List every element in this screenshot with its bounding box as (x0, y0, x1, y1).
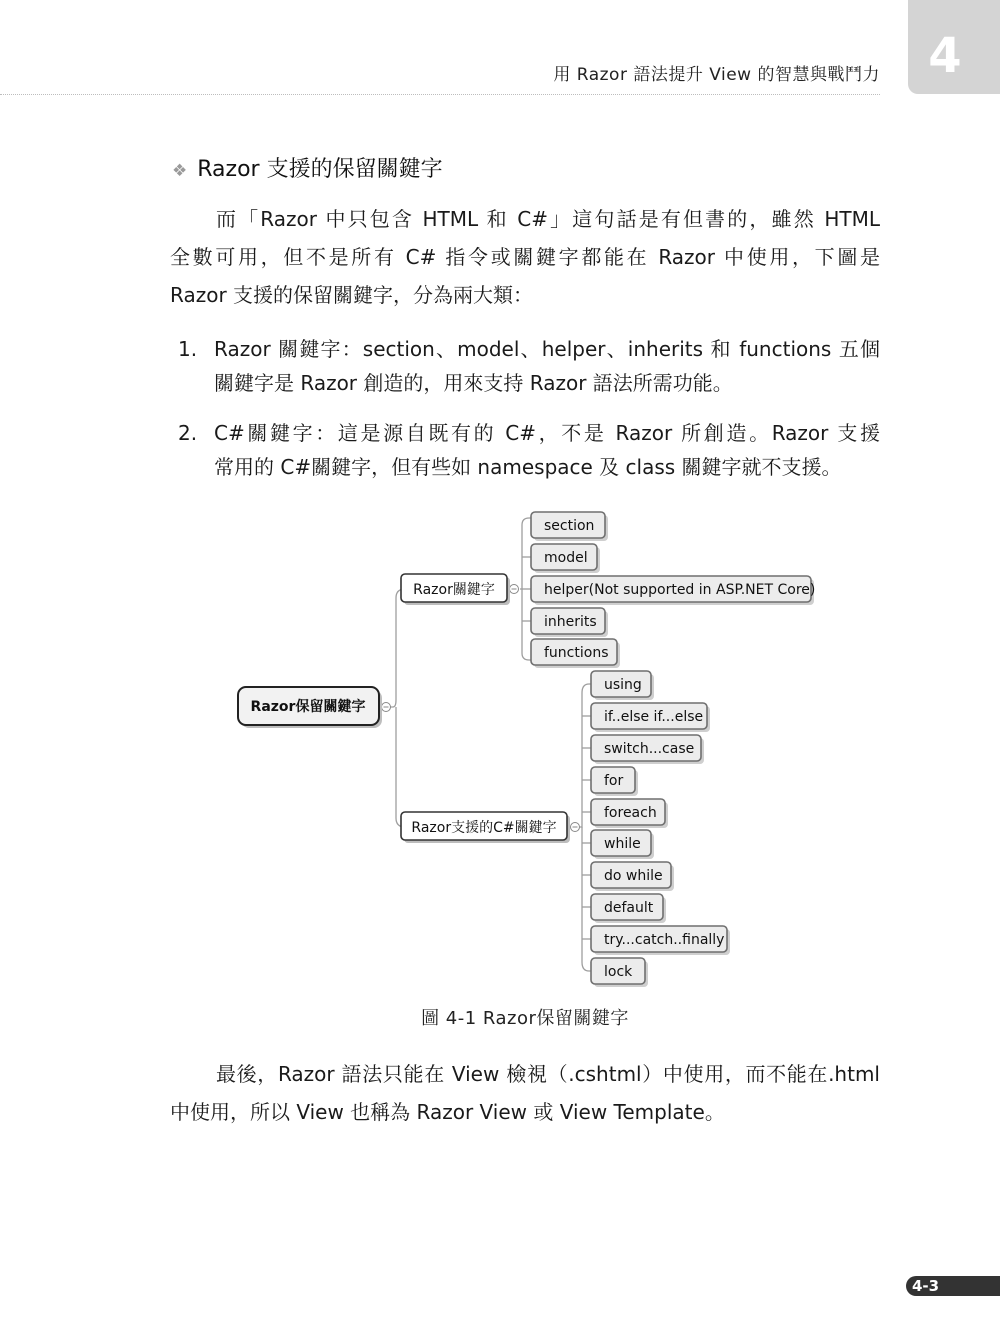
keyword-leaf-node (531, 544, 600, 573)
paragraph-line: 中使用，所以 View 也稱為 Razor View 或 View Template。 (170, 1100, 725, 1124)
keyword-label: while (604, 836, 641, 852)
figure-caption: 圖 4-1 Razor保留關鍵字 (421, 1008, 629, 1029)
keyword-leaf-node (531, 576, 815, 605)
keyword-label: lock (604, 964, 633, 980)
keyword-leaf-node (531, 608, 608, 637)
keyword-leaf-node (591, 767, 638, 796)
keyword-leaf-node (591, 894, 666, 923)
section-heading (172, 152, 443, 183)
keyword-label: section (544, 518, 595, 534)
list-number: 1. (178, 337, 198, 361)
paragraph-line: 全數可用，但不是所有 C# 指令或關鍵字都能在 Razor 中使用，下圖是 (170, 245, 880, 269)
running-header-title: 用 Razor 語法提升 View 的智慧與戰鬥力 (553, 65, 880, 85)
root-node-label: Razor保留關鍵字 (250, 699, 366, 715)
list-line: Razor 關鍵字：section、model、helper、inherits 和 functions 五個 (214, 337, 880, 361)
list-line: 常用的 C#關鍵字，但有些如 namespace 及 class 關鍵字就不支援。 (214, 455, 842, 479)
keyword-leaf-node (591, 958, 648, 987)
keyword-label: inherits (544, 614, 597, 630)
keyword-label: foreach (604, 805, 657, 821)
paragraph-line: Razor 支援的保留關鍵字，分為兩大類： (170, 283, 534, 307)
header-divider (0, 94, 880, 95)
diagram-root-node (238, 687, 382, 728)
keyword-label: for (604, 773, 624, 789)
keyword-label: model (544, 550, 588, 566)
keyword-label: default (604, 900, 654, 916)
paragraph-line: 最後，Razor 語法只能在 View 檢視（.cshtml）中使用，而不能在.html (216, 1062, 880, 1086)
keyword-leaf-node (531, 512, 608, 541)
keyword-leaf-node (591, 735, 704, 764)
keyword-leaf-node (591, 671, 654, 700)
keyword-label: try...catch..finally (604, 932, 725, 948)
chapter-number: 4 (928, 28, 962, 84)
diamond-bullet-icon: ❖ (172, 161, 188, 181)
keyword-leaf-node (591, 926, 730, 955)
list-line: C#關鍵字：這是源自既有的 C#，不是 Razor 所創造。Razor 支援 (214, 421, 880, 445)
keyword-label: using (604, 677, 642, 693)
keyword-label: do while (604, 868, 663, 884)
keyword-label: helper(Not supported in ASP.NET Core) (544, 582, 816, 598)
keyword-leaf-node (591, 799, 668, 828)
keyword-label: switch...case (604, 741, 695, 757)
keyword-leaf-node (591, 830, 654, 859)
paragraph-line: 而「Razor 中只包含 HTML 和 C#」這句話是有但書的，雖然 HTML (216, 207, 880, 231)
keyword-label: functions (544, 645, 609, 661)
section-heading-text: Razor 支援的保留關鍵字 (197, 157, 443, 182)
list-number: 2. (178, 421, 198, 445)
diagram-branch-node (401, 574, 510, 605)
closing-paragraph (170, 1055, 880, 1131)
keyword-label: if..else if...else (604, 709, 704, 725)
list-line: 關鍵字是 Razor 創造的，用來支持 Razor 語法所需功能。 (214, 371, 733, 395)
keyword-leaf-node (591, 862, 674, 891)
diagram-branch-node (401, 812, 570, 843)
intro-paragraph (170, 200, 880, 314)
branch-node-label: Razor關鍵字 (413, 582, 495, 598)
keyword-leaf-node (591, 703, 710, 732)
keyword-mindmap-diagram (0, 500, 1000, 1000)
page-number: 4-3 (912, 1277, 940, 1295)
keyword-leaf-node (531, 639, 620, 668)
branch-node-label: Razor支援的C#關鍵字 (411, 820, 557, 836)
